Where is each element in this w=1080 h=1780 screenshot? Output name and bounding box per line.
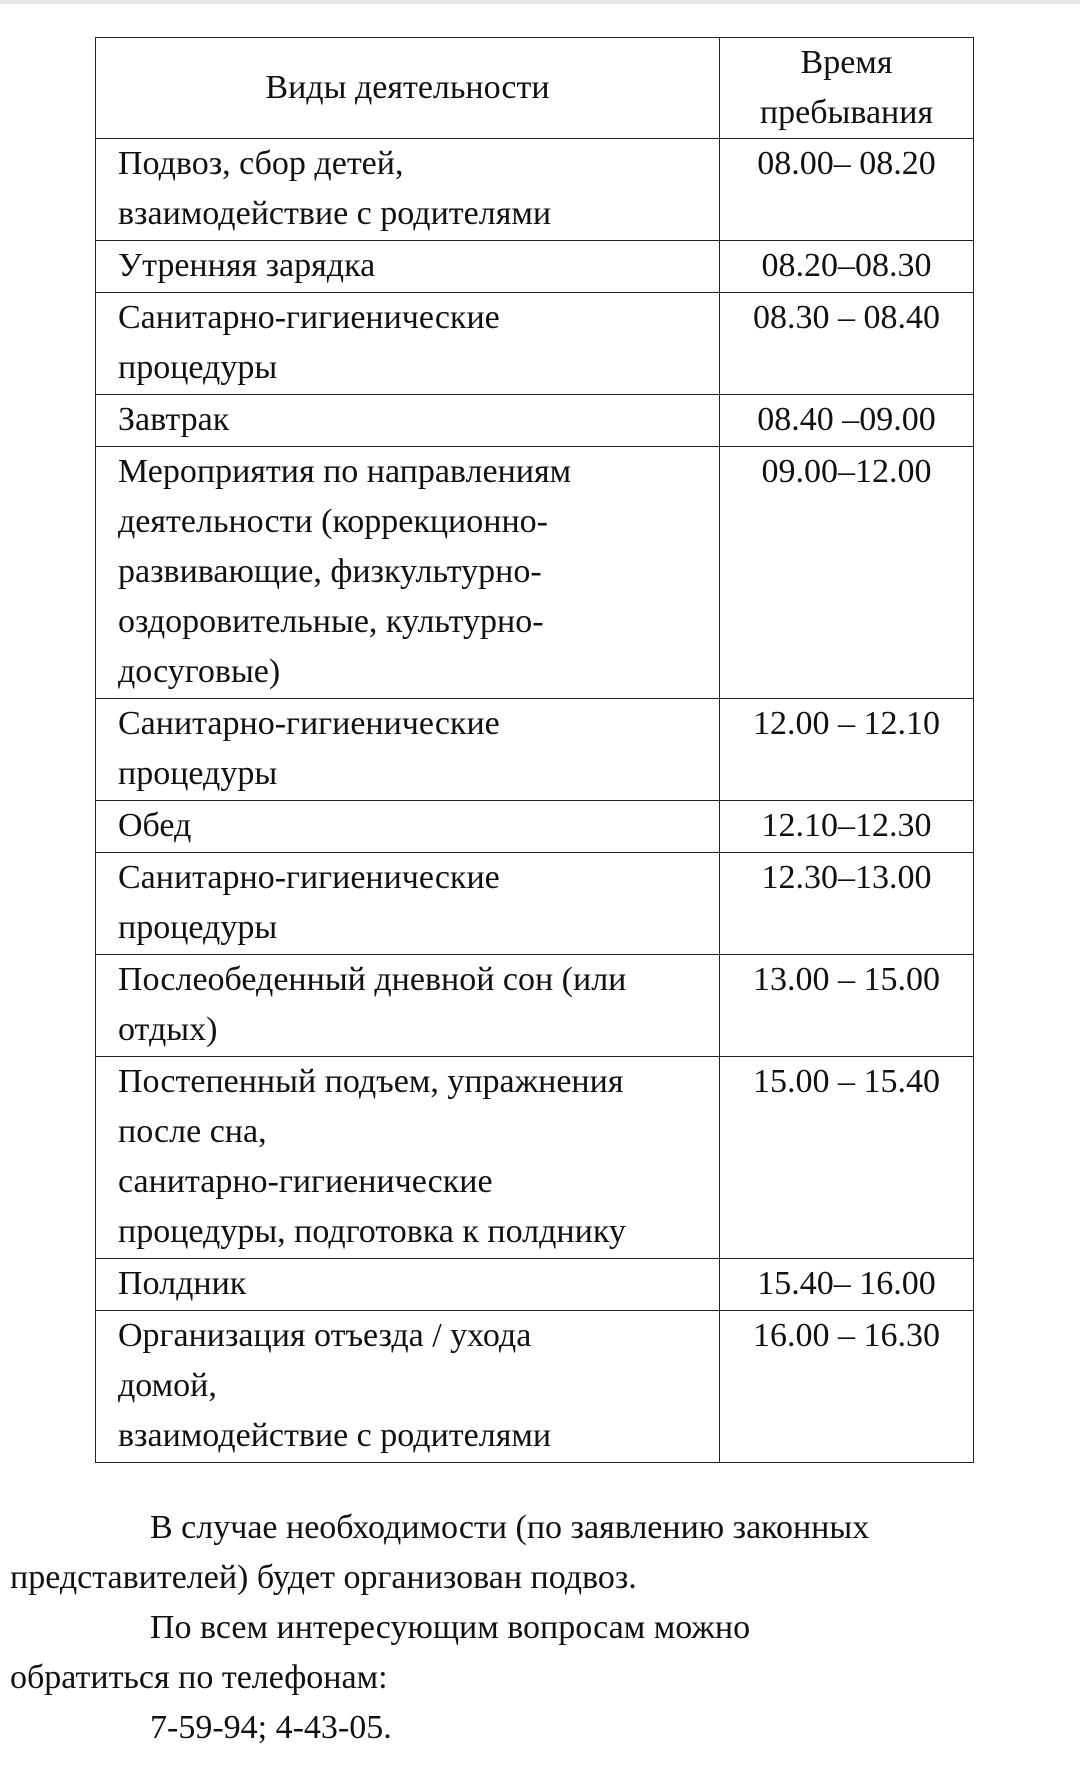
time-cell [720,1259,974,1311]
time-range-text: 13.00 – 15.00 [753,961,940,998]
time-range-text: 12.00 – 12.10 [753,705,940,742]
time-range-text: 08.20–08.30 [761,247,932,284]
table-row [96,1311,974,1463]
activity-cell [96,1057,720,1259]
activity-cell [96,853,720,955]
activity-text-line: Обед [118,807,192,844]
time-cell [720,801,974,853]
activity-text-line: Постепенный подъем, упражнения [118,1063,624,1100]
activity-text-line: Полдник [118,1265,247,1302]
activity-text-line: взаимодействие с родителями [118,1417,552,1454]
header-time [720,38,974,139]
time-cell [720,955,974,1057]
activity-text-line: Санитарно-гигиенические [118,705,500,742]
transport-note-line2: представителей) будет организован подвоз. [10,1559,637,1596]
table-row [96,395,974,447]
activity-text-line: после сна, [118,1113,267,1150]
table-row [96,801,974,853]
time-cell [720,139,974,241]
time-range-text: 12.10–12.30 [761,807,932,844]
header-time-line2: пребывания [759,94,934,131]
time-range-text: 12.30–13.00 [761,859,932,896]
activity-text-line: Утренняя зарядка [118,247,376,284]
activity-text-line: Завтрак [118,401,230,438]
activity-text-line: процедуры, подготовка к полднику [118,1213,626,1250]
activity-text-line: санитарно-гигиенические [118,1163,493,1200]
table-row [96,139,974,241]
top-edge-bar [0,0,1080,4]
activity-text-line: процедуры [118,909,278,946]
activity-text-line: деятельности (коррекционно- [118,503,548,540]
activity-cell [96,241,720,293]
table-row [96,241,974,293]
activity-cell [96,447,720,699]
activity-cell [96,1259,720,1311]
activity-cell [96,955,720,1057]
time-range-text: 15.00 – 15.40 [753,1063,940,1100]
time-range-text: 08.00– 08.20 [757,145,936,182]
time-cell [720,395,974,447]
time-cell [720,699,974,801]
notes-section [10,1503,1010,1753]
transport-note-line1: В случае необходимости (по заявлению законных [150,1509,870,1546]
time-cell [720,447,974,699]
activity-text-line: Организация отъезда / ухода [118,1317,532,1354]
time-cell [720,1311,974,1463]
activity-text-line: Санитарно-гигиенические [118,299,500,336]
contact-note-line2: обратиться по телефонам: [10,1659,388,1696]
header-activity-label: Виды деятельности [265,69,550,106]
contact-note [10,1603,1010,1703]
table-row [96,1057,974,1259]
phone-numbers [80,1703,1010,1753]
time-range-text: 15.40– 16.00 [757,1265,936,1302]
activity-text-line: домой, [118,1367,217,1404]
transport-note [10,1503,1010,1603]
activity-cell [96,139,720,241]
activity-cell [96,395,720,447]
phone-numbers-text: 7-59-94; 4-43-05. [150,1709,392,1746]
schedule-table [95,37,974,1463]
activity-cell [96,801,720,853]
activity-text-line: отдых) [118,1011,218,1048]
header-time-line1: Время [800,44,893,81]
time-cell [720,853,974,955]
activity-cell [96,1311,720,1463]
activity-text-line: развивающие, физкультурно- [118,553,542,590]
time-cell [720,293,974,395]
table-row [96,447,974,699]
activity-text-line: Санитарно-гигиенические [118,859,500,896]
table-row [96,293,974,395]
header-activity [96,38,720,139]
table-row [96,955,974,1057]
time-range-text: 16.00 – 16.30 [753,1317,940,1354]
schedule-body [96,139,974,1463]
activity-text-line: досуговые) [118,653,281,690]
activity-cell [96,699,720,801]
time-range-text: 08.30 – 08.40 [753,299,940,336]
time-range-text: 09.00–12.00 [761,453,932,490]
table-row [96,853,974,955]
activity-text-line: Мероприятия по направлениям [118,453,572,490]
time-cell [720,241,974,293]
table-row [96,699,974,801]
contact-note-line1: По всем интересующим вопросам можно [150,1609,751,1646]
activity-text-line: оздоровительные, культурно- [118,603,544,640]
activity-text-line: Послеобеденный дневной сон (или [118,961,627,998]
time-cell [720,1057,974,1259]
activity-text-line: процедуры [118,349,278,386]
time-range-text: 08.40 –09.00 [757,401,936,438]
activity-text-line: процедуры [118,755,278,792]
activity-cell [96,293,720,395]
activity-text-line: Подвоз, сбор детей, [118,145,404,182]
table-row [96,1259,974,1311]
activity-text-line: взаимодействие с родителями [118,195,552,232]
table-header-row [96,38,974,139]
